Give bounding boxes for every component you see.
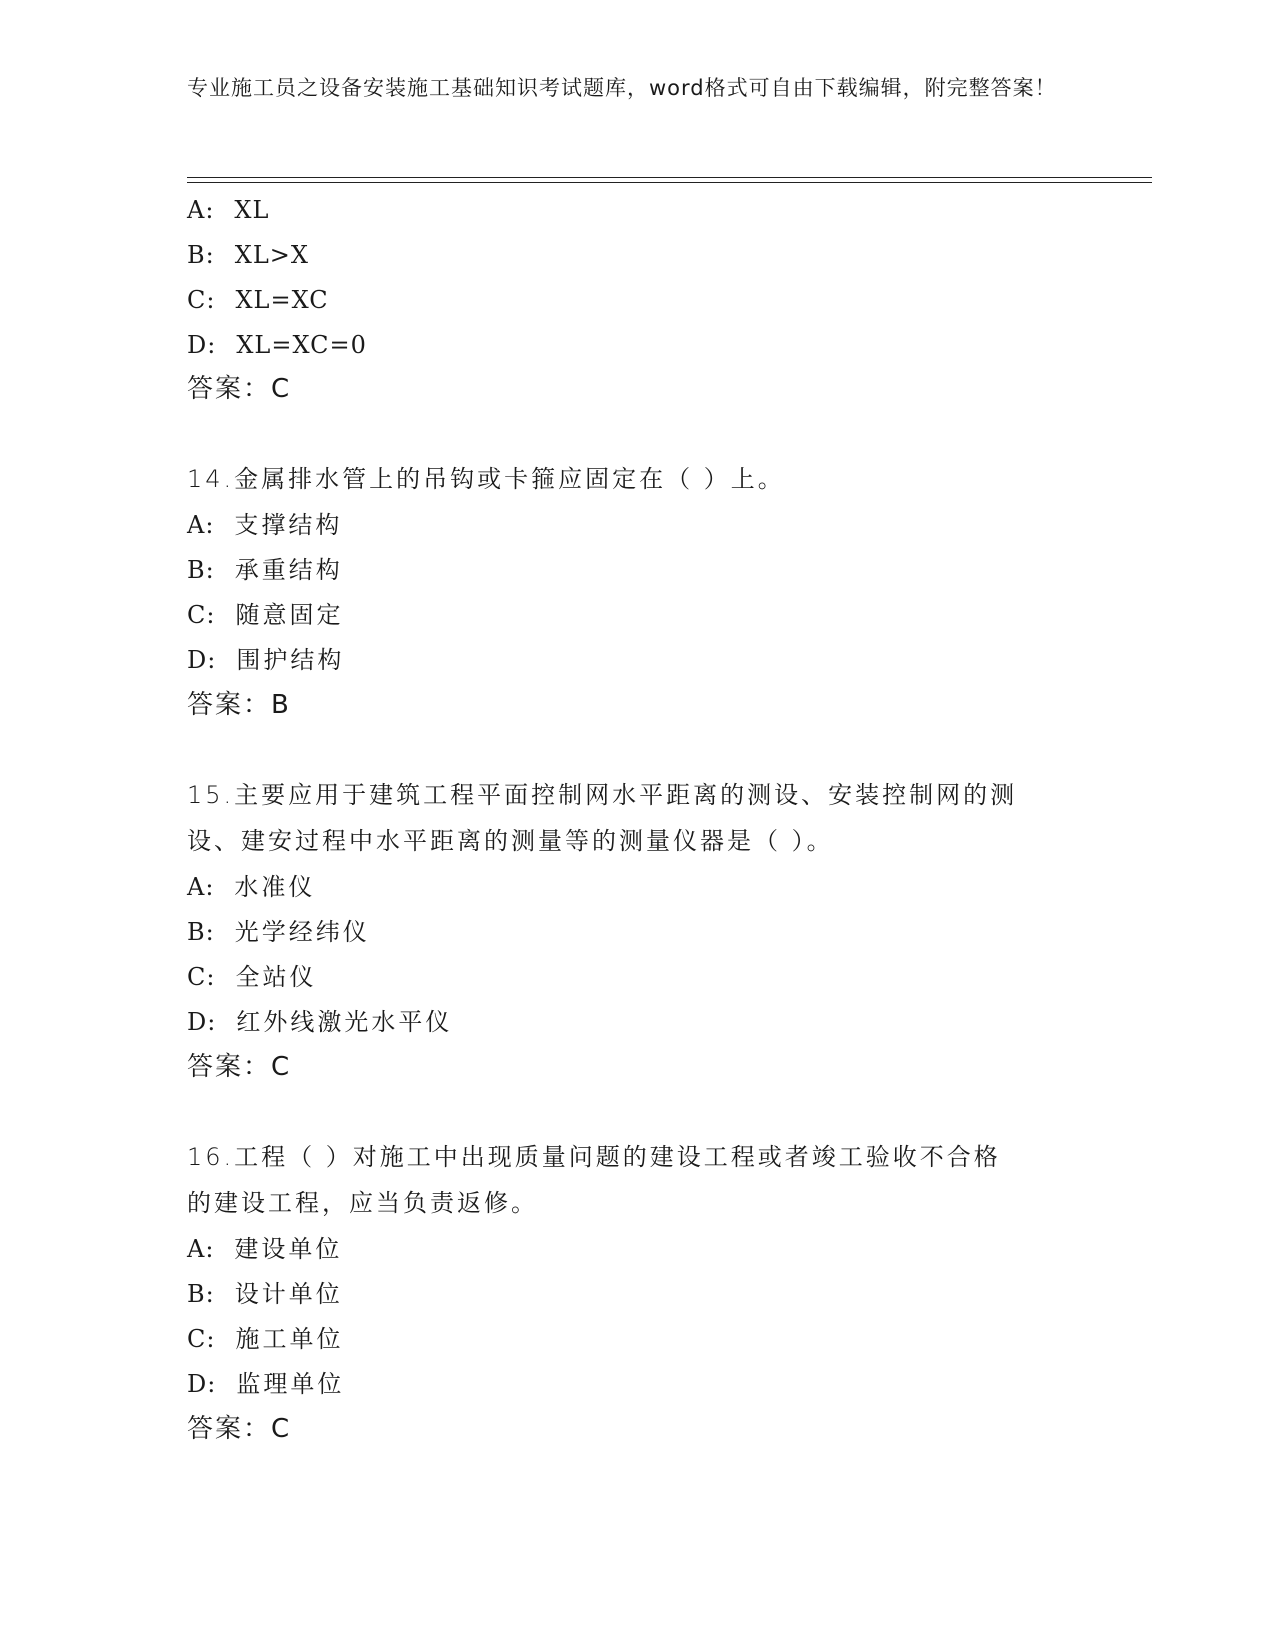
- q16-stem-line1: 16.工程（ ）对施工中出现质量问题的建设工程或者竣工验收不合格: [187, 1143, 1001, 1171]
- q13-option-b: B: XL>X: [187, 241, 309, 269]
- q15-option-d: D: 红外线激光水平仪: [187, 1008, 453, 1036]
- q15-option-c: C: 全站仪: [187, 963, 317, 991]
- q15-answer: 答案：C: [187, 1052, 292, 1082]
- header-divider-top: [187, 177, 1152, 178]
- q16-stem-line2: 的建设工程，应当负责返修。: [187, 1189, 538, 1217]
- document-header: 专业施工员之设备安装施工基础知识考试题库，word格式可自由下载编辑，附完整答案！: [187, 76, 1057, 100]
- q15-stem-line2: 设、建安过程中水平距离的测量等的测量仪器是（ ）。: [187, 827, 834, 855]
- q14-option-d: D: 围护结构: [187, 646, 345, 674]
- header-divider-bottom: [187, 182, 1152, 183]
- q15-stem-line1: 15.主要应用于建筑工程平面控制网水平距离的测设、安装控制网的测: [187, 781, 1018, 809]
- q16-answer: 答案：C: [187, 1414, 292, 1444]
- q14-option-b: B: 承重结构: [187, 556, 343, 584]
- q16-option-c: C: 施工单位: [187, 1325, 344, 1353]
- q16-option-a: A: 建设单位: [187, 1235, 343, 1263]
- q13-option-a: A: XL: [187, 196, 270, 224]
- q14-stem: 14.金属排水管上的吊钩或卡箍应固定在（ ）上。: [187, 465, 785, 493]
- q15-option-a: A: 水准仪: [187, 873, 316, 901]
- q16-option-b: B: 设计单位: [187, 1280, 343, 1308]
- q13-option-c: C: XL=XC: [187, 286, 329, 314]
- q14-option-a: A: 支撑结构: [187, 511, 343, 539]
- q13-answer: 答案：C: [187, 374, 292, 404]
- q15-option-b: B: 光学经纬仪: [187, 918, 370, 946]
- q13-option-d: D: XL=XC=0: [187, 331, 367, 359]
- q14-answer: 答案：B: [187, 690, 291, 720]
- q14-option-c: C: 随意固定: [187, 601, 344, 629]
- q16-option-d: D: 监理单位: [187, 1370, 345, 1398]
